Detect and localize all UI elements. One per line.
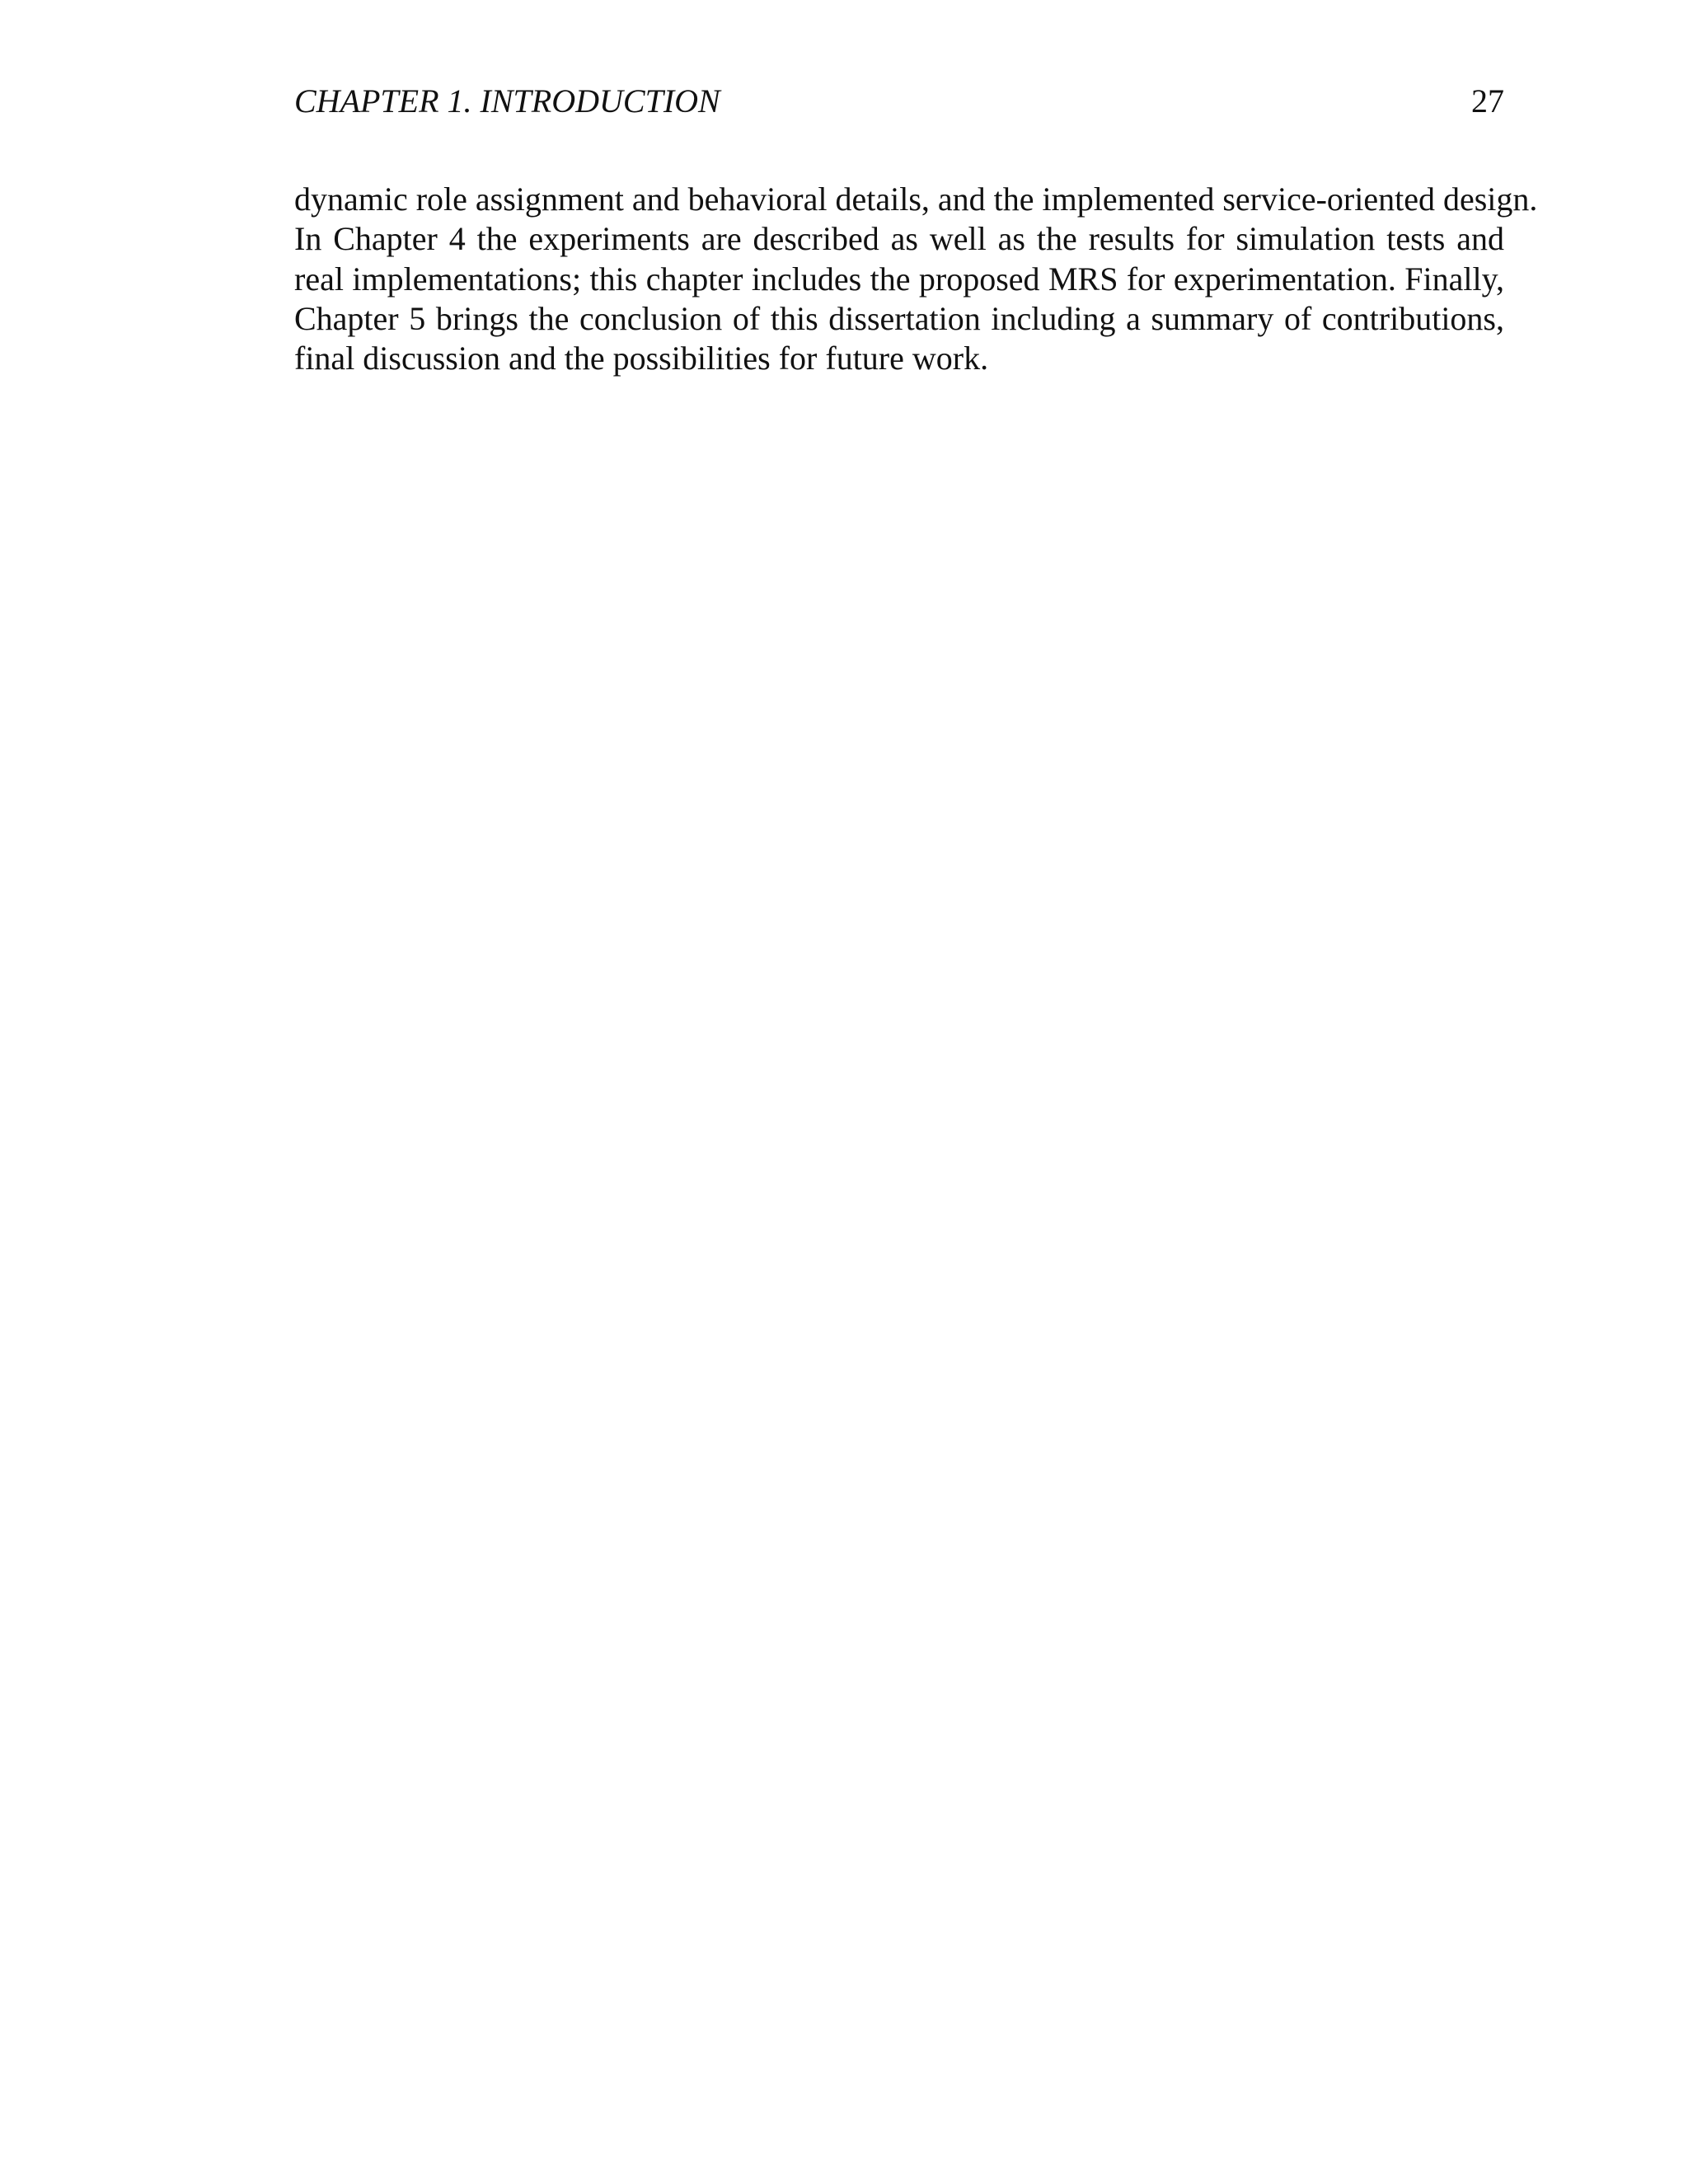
running-header: [294, 81, 1504, 122]
page-number: 27: [1471, 82, 1504, 120]
chapter-title: CHAPTER 1. INTRODUCTION: [294, 82, 720, 120]
paragraph-line: final discussion and the possibilities for future work.: [294, 340, 989, 377]
paragraph-line: real implementations; this chapter includes the proposed MRS for experimentation. Finally,: [294, 260, 1504, 298]
paragraph-line: Chapter 5 brings the conclusion of this dissertation including a summary of contributions,: [294, 299, 1504, 337]
paragraph-line: In Chapter 4 the experiments are described as well as the results for simulation tests and: [294, 220, 1504, 258]
body-paragraph: [294, 180, 1538, 378]
paragraph-line: dynamic role assignment and behavioral details, and the implemented service-oriented design.: [294, 180, 1538, 218]
